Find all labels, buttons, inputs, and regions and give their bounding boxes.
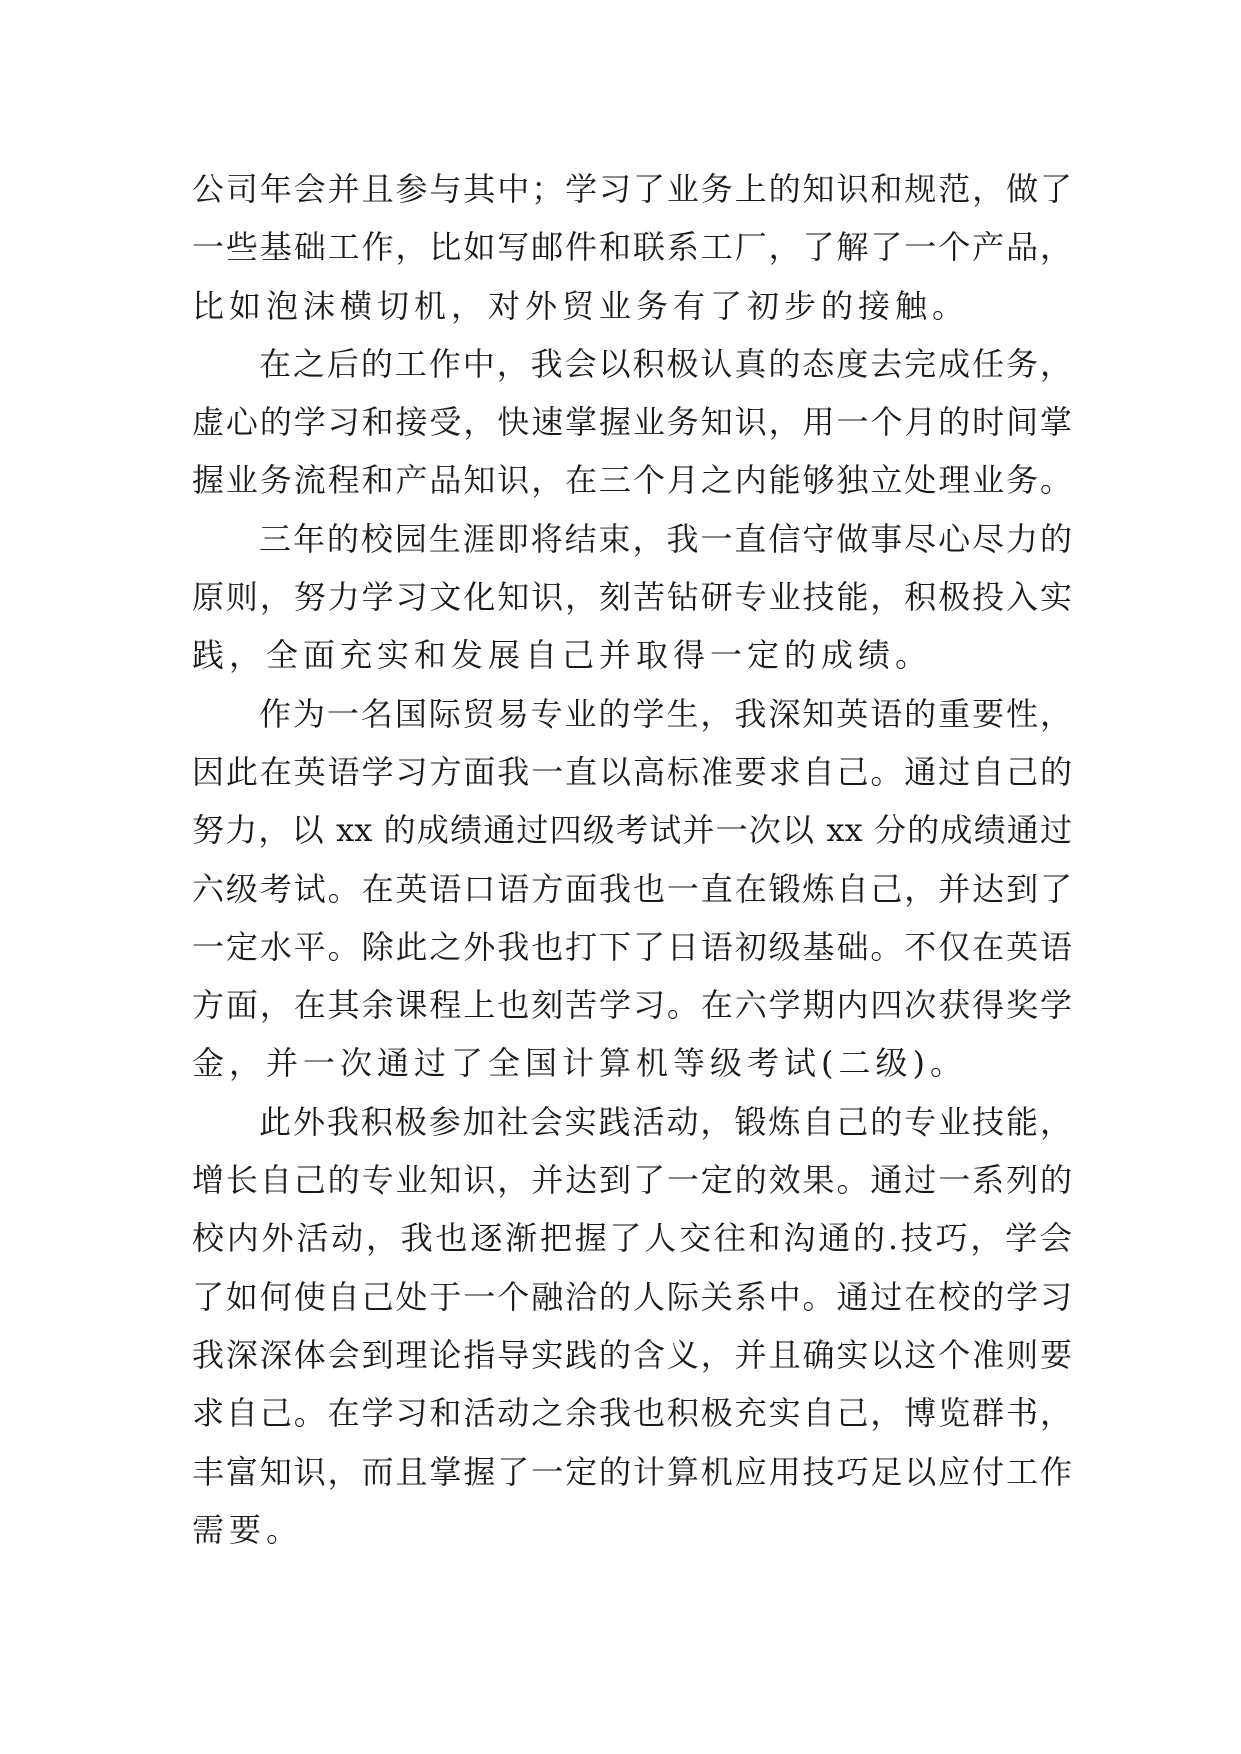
- paragraph: [192, 510, 1072, 685]
- text-line: 一些基础工作，比如写邮件和联系工厂，了解了一个产品，: [192, 228, 1072, 267]
- text-line: 握业务流程和产品知识，在三个月之内能够独立处理业务。: [192, 461, 1072, 500]
- text-line: 一定水平。除此之外我也打下了日语初级基础。不仅在英语: [192, 927, 1072, 966]
- text-line: 丰富知识，而且掌握了一定的计算机应用技巧足以应付工作: [192, 1452, 1072, 1491]
- text-line: 金，并一次通过了全国计算机等级考试(二级)。: [192, 1044, 967, 1083]
- text-line: 此外我积极参加社会实践活动，锻炼自己的专业技能，: [259, 1102, 1072, 1141]
- text-line: 增长自己的专业知识，并达到了一定的效果。通过一系列的: [192, 1161, 1072, 1200]
- text-line: 求自己。在学习和活动之余我也积极充实自己，博览群书，: [192, 1394, 1072, 1433]
- text-line: 践，全面充实和发展自己并取得一定的成绩。: [192, 636, 933, 675]
- paragraph: [192, 160, 1072, 335]
- text-line: 方面，在其余课程上也刻苦学习。在六学期内四次获得奖学: [192, 986, 1072, 1025]
- paragraph: [192, 685, 1072, 1093]
- text-line: 需要。: [192, 1510, 304, 1549]
- text-line: 三年的校园生涯即将结束，我一直信守做事尽心尽力的: [259, 519, 1072, 558]
- text-line: 努力，以 xx 的成绩通过四级考试并一次以 xx 分的成绩通过: [192, 811, 1072, 850]
- document-body: [192, 160, 1072, 1559]
- text-line: 公司年会并且参与其中；学习了业务上的知识和规范，做了: [192, 170, 1072, 208]
- paragraph: [192, 335, 1072, 510]
- text-line: 我深深体会到理论指导实践的含义，并且确实以这个准则要: [192, 1335, 1072, 1374]
- text-line: 作为一名国际贸易专业的学生，我深知英语的重要性，: [259, 694, 1072, 733]
- text-line: 因此在英语学习方面我一直以高标准要求自己。通过自己的: [192, 752, 1072, 791]
- paragraph: [192, 1093, 1072, 1559]
- text-line: 原则，努力学习文化知识，刻苦钻研专业技能，积极投入实: [192, 578, 1072, 617]
- text-line: 了如何使自己处于一个融洽的人际关系中。通过在校的学习: [192, 1277, 1072, 1316]
- text-line: 虚心的学习和接受，快速掌握业务知识，用一个月的时间掌: [192, 403, 1072, 442]
- text-line: 在之后的工作中，我会以积极认真的态度去完成任务，: [259, 344, 1072, 383]
- text-line: 六级考试。在英语口语方面我也一直在锻炼自己，并达到了: [192, 869, 1072, 908]
- text-line: 比如泡沫横切机，对外贸业务有了初步的接触。: [192, 286, 970, 325]
- text-line: 校内外活动，我也逐渐把握了人交往和沟通的.技巧，学会: [192, 1219, 1072, 1258]
